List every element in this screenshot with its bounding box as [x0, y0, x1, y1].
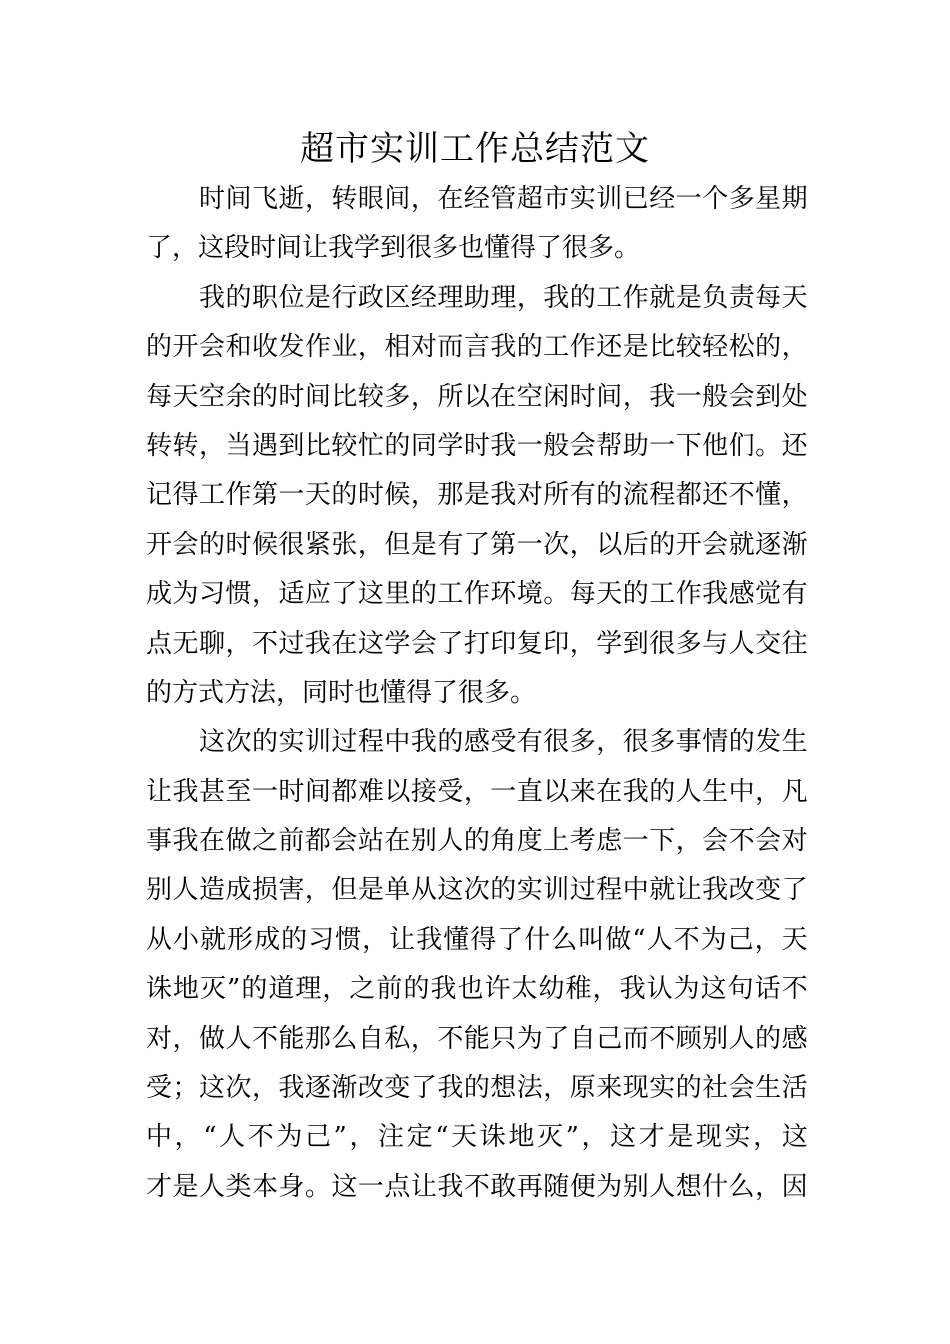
text-line: 这 次 的 实 训 过 程 中 我 的 感 受 有 很 多 ， 很 多 事 情 的 发 生 [199, 727, 808, 758]
text-line: 事 我 在 做 之 前 都 会 站 在 别 人 的 角 度 上 考 虑 一 下 ， 会 不 会 对 [146, 826, 808, 857]
text-line: 时 间 飞 逝 ， 转 眼 间 ， 在 经 管 超 市 实 训 已 经 一 个 多 星 期 [199, 184, 808, 214]
text-line: 点 无 聊 ， 不 过 我 在 这 学 会 了 打 印 复 印 ， 学 到 很 多 与 人 交 往 [146, 628, 808, 659]
text-line: 对 ， 做 人 不 能 那 么 自 私 ， 不 能 只 为 了 自 己 而 不 顾 别 人 的 感 [146, 1023, 808, 1054]
text-line: 让 我 甚 至 一 时 间 都 难 以 接 受 ， 一 直 以 来 在 我 的 人 生 中 ， 凡 [146, 776, 808, 807]
text-line: 每 天 空 余 的 时 间 比 较 多 ， 所 以 在 空 闲 时 间 ， 我 一 般 会 到 处 [146, 381, 808, 412]
text-line: 了，这段时间让我学到很多也懂得了很多。 [146, 233, 641, 264]
text-line: 的 开 会 和 收 发 作 业 ， 相 对 而 言 我 的 工 作 还 是 比 较 轻 松 的 ， [146, 332, 808, 363]
text-line: 才 是 人 类 本 身 。 这 一 点 让 我 不 敢 再 随 便 为 别 人 想 什 么 ， 因 [146, 1171, 808, 1202]
text-line: 成 为 习 惯 ， 适 应 了 这 里 的 工 作 环 境 。 每 天 的 工 作 我 感 觉 有 [146, 579, 808, 610]
text-line: 诛 地 灭 ” 的 道 理 ， 之 前 的 我 也 许 太 幼 稚 ， 我 认 为 这 句 话 不 [146, 974, 808, 1005]
text-line: 的方式方法，同时也懂得了很多。 [146, 677, 537, 708]
text-line: 我 的 职 位 是 行 政 区 经 理 助 理 ， 我 的 工 作 就 是 负 责 每 天 [199, 282, 808, 313]
document-body [146, 175, 808, 1212]
text-line: 从 小 就 形 成 的 习 惯 ， 让 我 懂 得 了 什 么 叫 做 “ 人 不 为 己 ， 天 [146, 924, 808, 955]
text-line: 开 会 的 时 候 很 紧 张 ， 但 是 有 了 第 一 次 ， 以 后 的 开 会 就 逐 渐 [146, 529, 808, 560]
text-line: 别 人 造 成 损 害 ， 但 是 单 从 这 次 的 实 训 过 程 中 就 让 我 改 变 了 [146, 875, 808, 906]
text-line: 转 转 ， 当 遇 到 比 较 忙 的 同 学 时 我 一 般 会 帮 助 一 下 他 们 。 还 [146, 430, 808, 461]
text-line: 受 ； 这 次 ， 我 逐 渐 改 变 了 我 的 想 法 ， 原 来 现 实 的 社 会 生 活 [146, 1073, 808, 1104]
document-title: 超市实训工作总结范文 [300, 129, 650, 169]
text-line: 中 ， “ 人 不 为 己 ” ， 注 定 “ 天 诛 地 灭 ” ， 这 才 是 现 实 ， 这 [146, 1122, 808, 1153]
text-line: 记 得 工 作 第 一 天 的 时 候 ， 那 是 我 对 所 有 的 流 程 都 还 不 懂 ， [146, 480, 808, 511]
